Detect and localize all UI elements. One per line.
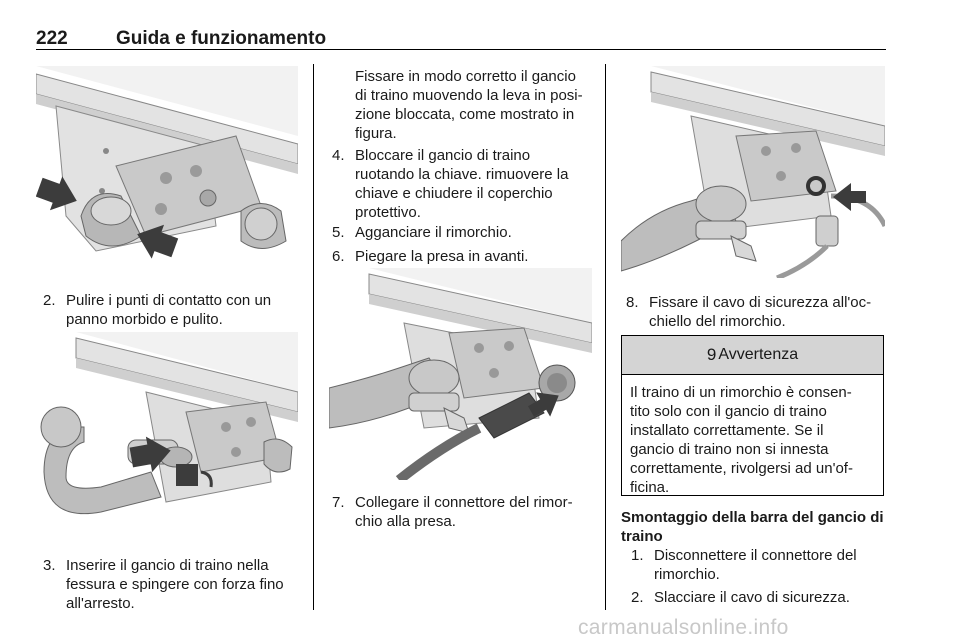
- warning-icon: 9: [706, 345, 717, 364]
- warning-line: installato correttamente. Se il: [630, 422, 824, 439]
- step-number: 5.: [332, 224, 345, 241]
- warning-line: Il traino di un rimorchio è consen-: [630, 384, 852, 401]
- subheading-line: traino: [621, 528, 663, 545]
- step-number: 3.: [43, 557, 56, 574]
- text-line: di traino muovendo la leva in posi-: [355, 87, 583, 104]
- text-line: zione bloccata, come mostrato in: [355, 106, 575, 123]
- step-text-line: protettivo.: [355, 204, 421, 221]
- step-text-line: chiave e chiudere il coperchio: [355, 185, 553, 202]
- step-text-line: Pulire i punti di contatto con un: [66, 292, 272, 309]
- step-text-line: Fissare il cavo di sicurezza all'oc-: [649, 294, 872, 311]
- step-3-insert: [43, 556, 308, 614]
- warning-title: Avvertenza: [718, 346, 799, 363]
- step-text-line: Bloccare il gancio di traino: [355, 147, 531, 164]
- step-7-connect: [332, 493, 597, 533]
- figure-socket-mount: [36, 66, 298, 271]
- section-subheading: [621, 508, 885, 546]
- lock-instruction: [355, 67, 595, 143]
- figure-safety-cable: [621, 66, 885, 278]
- warning-box: [621, 335, 884, 496]
- watermark: carmanualsonline.info: [578, 616, 789, 639]
- step-number: 1.: [631, 547, 644, 564]
- step-4-lock: [332, 146, 597, 222]
- figure-cable-connector: [329, 268, 592, 480]
- step-text-line: ruotando la chiave. rimuovere la: [355, 166, 569, 183]
- column-divider-left: [313, 64, 314, 610]
- step-number: 7.: [332, 494, 345, 511]
- step-text-line: Inserire il gancio di traino nella: [66, 557, 269, 574]
- warning-body: [622, 375, 883, 497]
- step-6-fold-socket: [332, 247, 597, 267]
- column-divider-right: [605, 64, 606, 610]
- step-8-safety-cable: [626, 293, 888, 333]
- step-text-line: panno morbido e pulito.: [66, 311, 223, 328]
- step-number: 8.: [626, 294, 639, 311]
- step-text-line: Slacciare il cavo di sicurezza.: [654, 589, 850, 606]
- step-text-line: chiello del rimorchio.: [649, 313, 786, 330]
- step-number: 4.: [332, 147, 345, 164]
- step-number: 6.: [332, 248, 345, 265]
- subheading-line: Smontaggio della barra del gancio di: [621, 509, 884, 526]
- step-2-clean: [43, 291, 308, 331]
- step-text-line: fessura e spingere con forza fino: [66, 576, 284, 593]
- step-number: 2.: [631, 589, 644, 606]
- figure-towbar-insertion: [36, 332, 298, 537]
- page-number: 222: [36, 28, 68, 49]
- step-text-line: Disconnettere il connettore del: [654, 547, 857, 564]
- warning-header: [622, 336, 883, 375]
- warning-line: gancio di traino non si innesta: [630, 441, 829, 458]
- chapter-title: Guida e funzionamento: [116, 28, 327, 49]
- warning-line: correttamente, rivolgersi ad un'of-: [630, 460, 853, 477]
- removal-step-2: [631, 588, 886, 608]
- step-5-hitch: [332, 223, 597, 243]
- step-text-line: rimorchio.: [654, 566, 720, 583]
- text-line: figura.: [355, 125, 397, 142]
- warning-line: tito solo con il gancio di traino: [630, 403, 827, 420]
- step-text-line: Piegare la presa in avanti.: [355, 248, 529, 265]
- step-text-line: chio alla presa.: [355, 513, 456, 530]
- step-text-line: all'arresto.: [66, 595, 135, 612]
- warning-line: ficina.: [630, 479, 670, 496]
- header-rule: [36, 49, 886, 50]
- removal-step-1: [631, 546, 886, 586]
- step-text-line: Agganciare il rimorchio.: [355, 224, 512, 241]
- step-number: 2.: [43, 292, 56, 309]
- step-text-line: Collegare il connettore del rimor-: [355, 494, 573, 511]
- text-line: Fissare in modo corretto il gancio: [355, 68, 576, 85]
